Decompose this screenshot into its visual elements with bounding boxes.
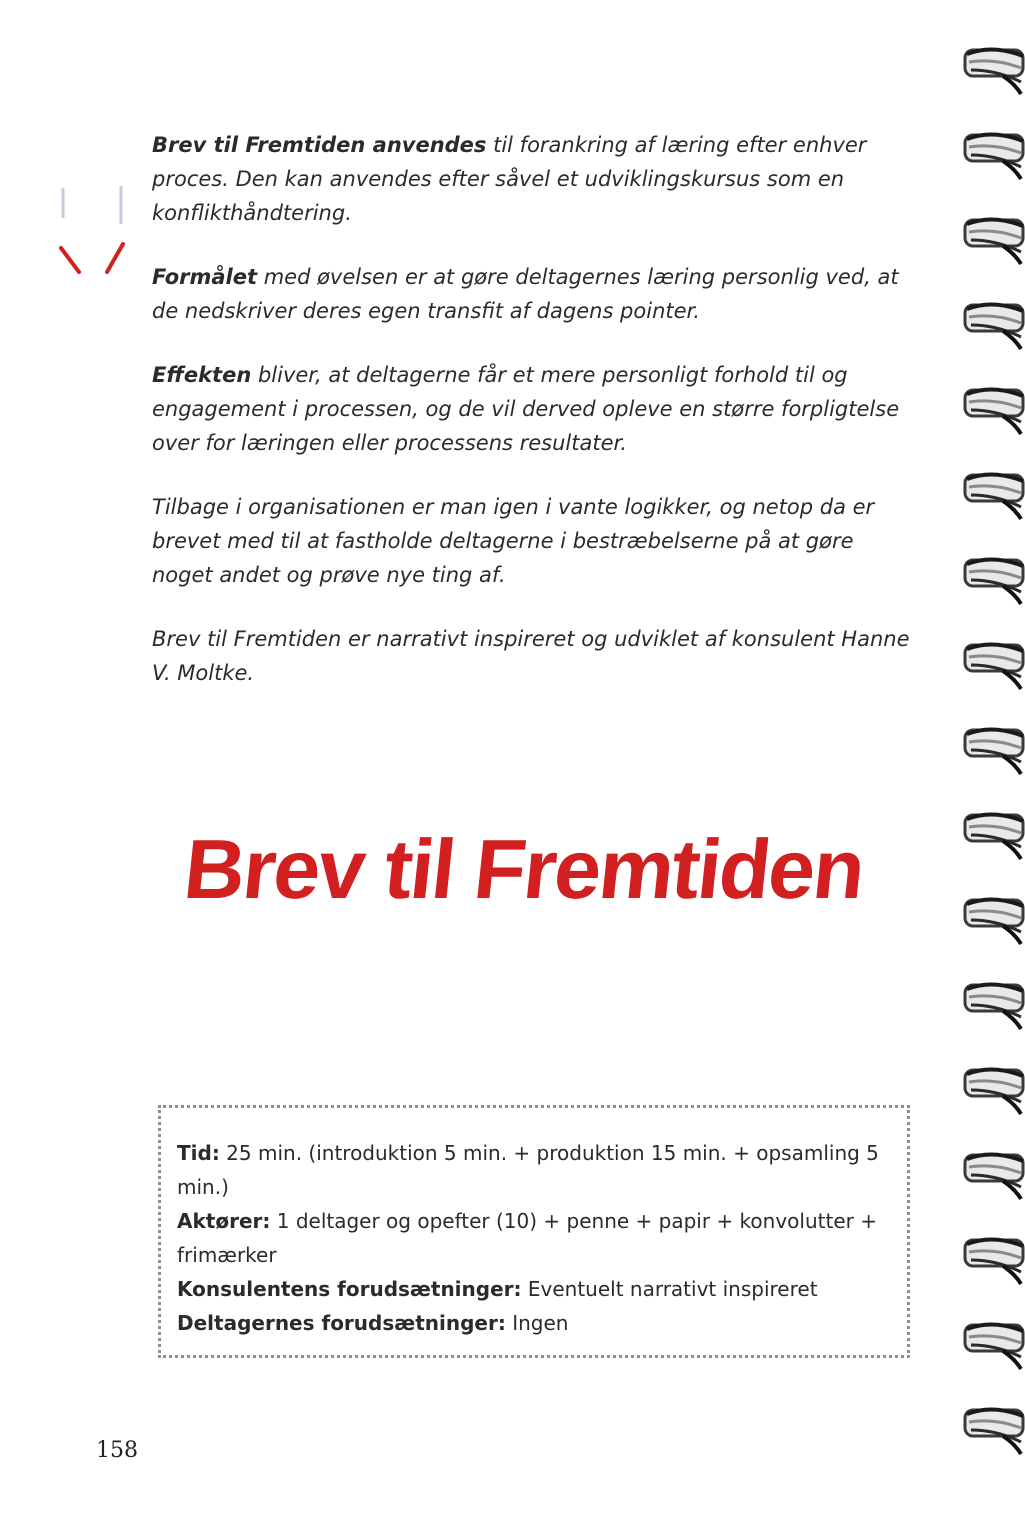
info-participants: [177, 1306, 891, 1340]
intro-paragraph: [152, 128, 912, 230]
back-paragraph: Tilbage i organisationen er man igen i vante logikker, og netop da er brevet med til at fastholde deltagerne i bestræbelserne på at gøre noget andet og prøve nye ting af.: [152, 495, 875, 587]
spiral-ring-icon: [963, 1145, 1025, 1203]
handwritten-title-text: Brev til Fremtiden: [179, 822, 868, 916]
intro-text: til forankring af læring efter enhver proces. Den kan anvendes efter såvel et udviklingskursus som en konflikthåndtering.: [152, 133, 867, 225]
time-value: 25 min. (introduktion 5 min. + produktion 15 min. + opsamling 5 min.): [177, 1141, 879, 1199]
purpose-text: med øvelsen er at gøre deltagernes læring personlig ved, at de nedskriver deres egen transfit af dagens pointer.: [152, 265, 899, 323]
spiral-ring-icon: [963, 1230, 1025, 1288]
page-number: 158: [96, 1438, 138, 1463]
spiral-ring-icon: [963, 720, 1025, 778]
effect-lead: Effekten: [152, 363, 252, 387]
spiral-ring-icon: [963, 380, 1025, 438]
effect-text: bliver, at deltagerne får et mere personligt forhold til og engagement i processen, og de vil derved opleve en større forpligtelse over for læringen eller processens resultater.: [152, 363, 900, 455]
spiral-ring-icon: [963, 125, 1025, 183]
spiral-ring-icon: [963, 1400, 1025, 1458]
info-actors: [177, 1204, 891, 1272]
participants-label: Deltagernes forudsætninger:: [177, 1311, 506, 1335]
spiral-ring-icon: [963, 975, 1025, 1033]
spiral-ring-icon: [963, 465, 1025, 523]
consultant-label: Konsulentens forudsætninger:: [177, 1277, 522, 1301]
spiral-ring-icon: [963, 295, 1025, 353]
consultant-value: Eventuelt narrativt inspireret: [521, 1277, 818, 1301]
purpose-paragraph: [152, 260, 912, 328]
actors-value: 1 deltager og opefter (10) + penne + papir + konvolutter + frimærker: [177, 1209, 877, 1267]
handwritten-title-art: [179, 810, 868, 930]
spiral-ring-icon: [963, 805, 1025, 863]
handwritten-title: [179, 810, 868, 930]
info-box: [158, 1105, 910, 1358]
time-label: Tid:: [177, 1141, 220, 1165]
body-text: [152, 128, 912, 720]
origin-paragraph: Brev til Fremtiden er narrativt inspireret og udviklet af konsulent Hanne V. Moltke.: [152, 627, 910, 685]
spiral-ring-icon: [963, 210, 1025, 268]
spiral-ring-icon: [963, 550, 1025, 608]
info-consultant: [177, 1272, 891, 1306]
spiral-ring-icon: [963, 890, 1025, 948]
margin-marks-icon: [55, 180, 135, 300]
actors-label: Aktører:: [177, 1209, 271, 1233]
spiral-ring-icon: [963, 1060, 1025, 1118]
participants-value: Ingen: [505, 1311, 569, 1335]
effect-paragraph: [152, 358, 912, 460]
spiral-ring-icon: [963, 40, 1025, 98]
purpose-lead: Formålet: [152, 265, 258, 289]
info-time: [177, 1136, 891, 1204]
spiral-binding: [955, 40, 1025, 1520]
spiral-ring-icon: [963, 635, 1025, 693]
intro-lead: Brev til Fremtiden anvendes: [152, 133, 487, 157]
spiral-ring-icon: [963, 1315, 1025, 1373]
